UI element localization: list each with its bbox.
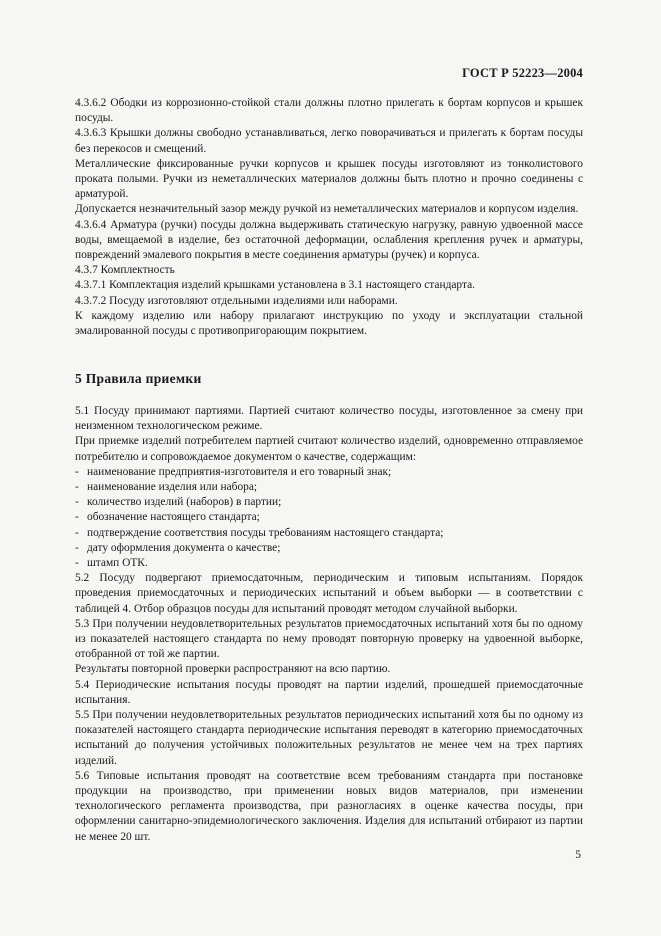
paragraph-4-3-7-2: 4.3.7.2 Посуду изготовляют отдельными изделиями или наборами. bbox=[75, 294, 398, 307]
standard-header: ГОСТ Р 52223—2004 bbox=[462, 66, 583, 80]
list-item: - количество изделий (наборов) в партии; bbox=[75, 495, 583, 510]
paragraph-5-1-consumer: При приемке изделий потребителем партией считают количество изделий, одновременно отправляемое потребителю и сопровождаемое документом о качестве, содержащим: bbox=[75, 435, 583, 463]
paragraph-5-2: 5.2 Посуду подвергают приемосдаточным, периодическим и типовым испытаниям. Порядок проведения приемосдаточных и периодических испытаний и объем выборки — в соответствии с таблицей 4. Отбор образцов посуды для испытаний проводят методом случайной выборки. bbox=[75, 572, 583, 615]
section-5-title: 5 Правила приемки bbox=[75, 371, 202, 386]
quality-document-list bbox=[75, 465, 583, 571]
list-dash: - bbox=[75, 465, 79, 478]
list-dash: - bbox=[75, 496, 79, 509]
section-5-body bbox=[75, 404, 583, 845]
paragraph-gap-allowed: Допускается незначительный зазор между ручкой из неметаллических материалов и корпусом изделия. bbox=[75, 203, 579, 216]
list-dash: - bbox=[75, 511, 79, 524]
paragraph-5-6: 5.6 Типовые испытания проводят на соответствие всем требованиям стандарта при постановке продукции на производство, при применении новых видов материалов, при изменении технологического регламента производства, при разногласиях в оценке качества посуды, при оформлении санитарно-эпидемиологического заключения. Изделия для испытаний отбирают из партии не менее 20 шт. bbox=[75, 769, 583, 843]
paragraph-4-3-7: 4.3.7 Комплектность bbox=[75, 264, 175, 277]
paragraph-4-3-6-4: 4.3.6.4 Арматура (ручки) посуды должна выдерживать статическую нагрузку, равную удвоенной массе воды, вмещаемой в изделие, без остаточной деформации, ослабления крепления ручек и арматуры, повреждений эмалевого покрытия в месте соединения арматуры (ручек) и корпуса. bbox=[75, 218, 583, 262]
list-dash: - bbox=[75, 526, 79, 539]
list-dash: - bbox=[75, 557, 79, 570]
paragraph-4-3-6-2: 4.3.6.2 Ободки из коррозионно-стойкой стали должны плотно прилегать к бортам корпусов и крышек посуды. bbox=[75, 97, 583, 125]
list-item: - наименование изделия или набора; bbox=[75, 480, 583, 495]
list-item: - подтверждение соответствия посуды требованиям настоящего стандарта; bbox=[75, 526, 583, 541]
list-item: - штамп ОТК. bbox=[75, 556, 583, 571]
top-text-block bbox=[75, 96, 583, 339]
list-dash: - bbox=[75, 481, 79, 494]
paragraph-handles-metal: Металлические фиксированные ручки корпусов и крышек посуды изготовляют из тонколистового проката полыми. Ручки из неметаллических материалов должны быть плотно и прочно соединены с арматурой. bbox=[75, 157, 583, 201]
paragraph-instruction: К каждому изделию или набору прилагают инструкцию по уходу и эксплуатации стальной эмалированной посуды с противопригорающим покрытием. bbox=[75, 309, 583, 338]
list-dash: - bbox=[75, 541, 79, 554]
list-item: - наименование предприятия-изготовителя и его товарный знак; bbox=[75, 465, 583, 480]
paragraph-5-1: 5.1 Посуду принимают партиями. Партией считают количество посуды, изготовленное за смену при неизменном технологическом режиме. bbox=[75, 405, 583, 433]
paragraph-4-3-7-1: 4.3.7.1 Комплектация изделий крышками установлена в 3.1 настоящего стандарта. bbox=[75, 279, 475, 292]
paragraph-5-4: 5.4 Периодические испытания посуды проводят на партии изделий, прошедшей приемосдаточные испытания. bbox=[75, 678, 583, 706]
page-number: 5 bbox=[575, 849, 581, 861]
paragraph-5-3-result: Результаты повторной проверки распространяют на всю партию. bbox=[75, 663, 391, 676]
paragraph-5-5: 5.5 При получении неудовлетворительных результатов периодических испытаний хотя бы по одному из показателей настоящего стандарта периодические испытания переводят в категорию приемосдаточных испытаний до получения устойчивых положительных результатов не менее чем на трех партиях изделий. bbox=[75, 709, 583, 767]
list-item: - дату оформления документа о качестве; bbox=[75, 541, 583, 556]
list-item: - обозначение настоящего стандарта; bbox=[75, 510, 583, 525]
paragraph-5-3: 5.3 При получении неудовлетворительных результатов приемосдаточных испытаний хотя бы по одному из показателей настоящего стандарта по нему проводят повторную проверку на удвоенной выборке, отобранной от той же партии. bbox=[75, 617, 583, 661]
paragraph-4-3-6-3: 4.3.6.3 Крышки должны свободно устанавливаться, легко поворачиваться и прилегать к бортам посуды без перекосов и смещений. bbox=[75, 127, 583, 155]
